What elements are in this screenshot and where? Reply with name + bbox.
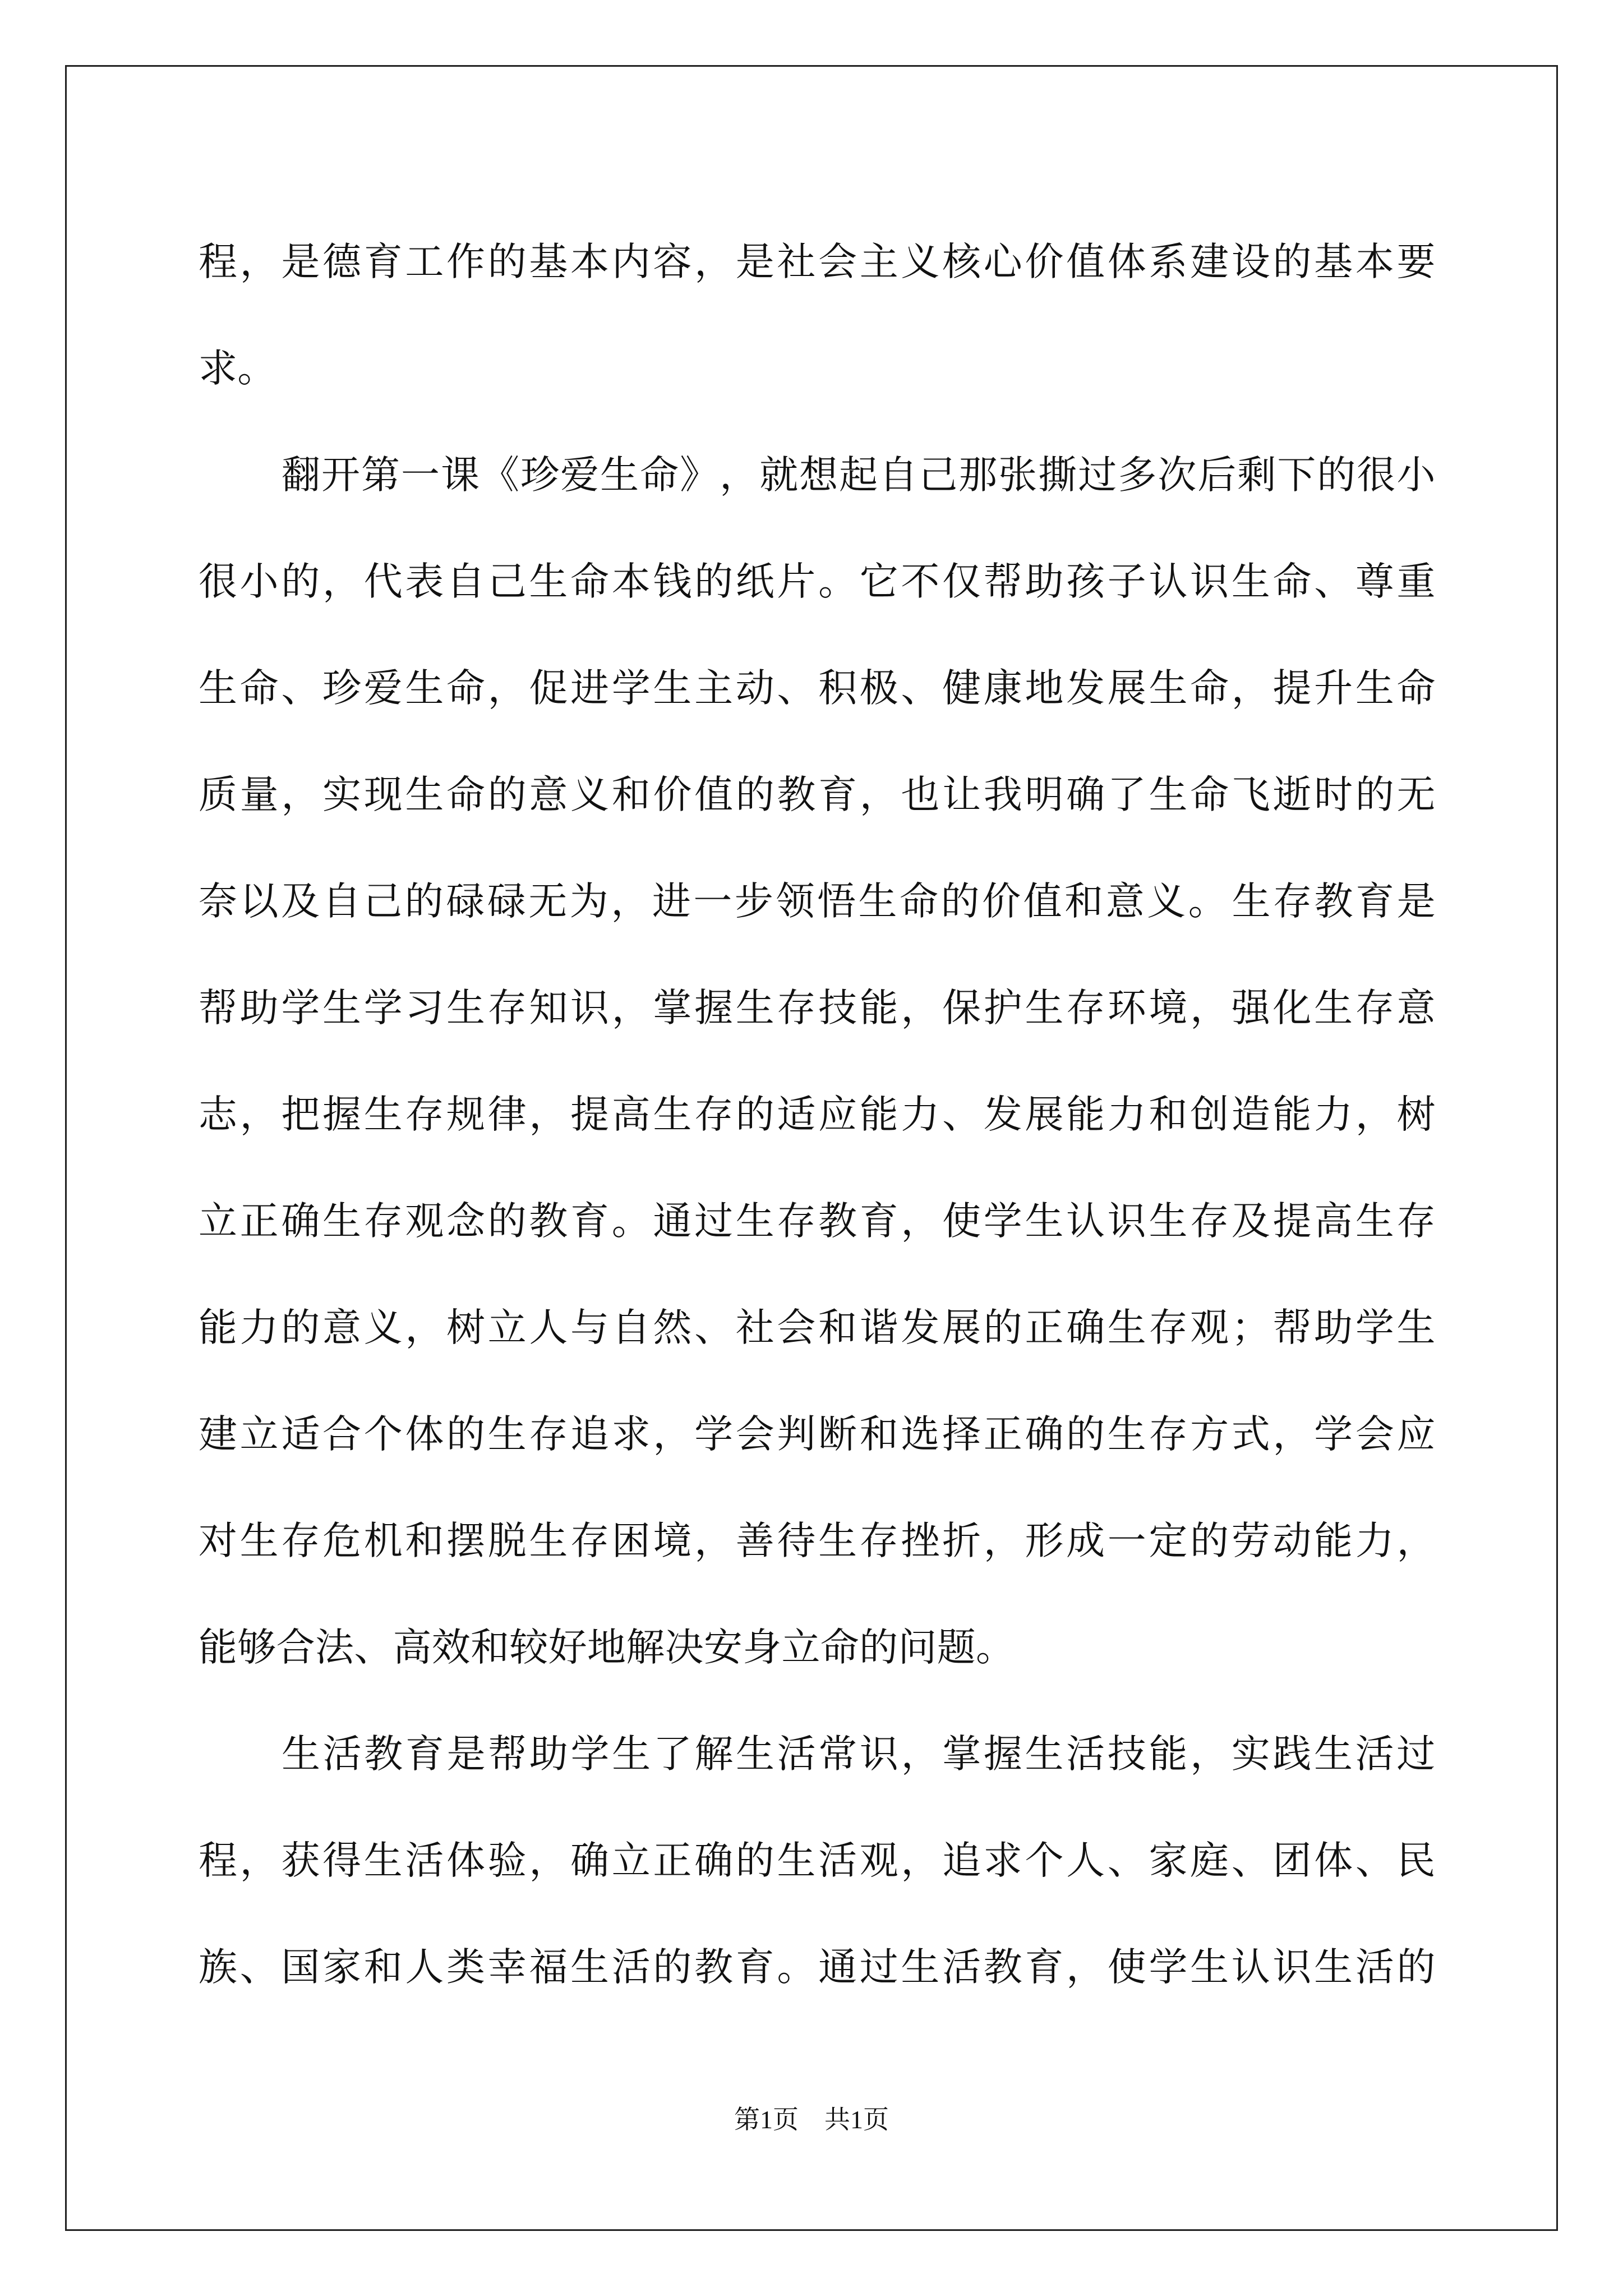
text-line: 族 、 国 家 和 人 类 幸 福 生 活 的 教 育 。 通 过 生 活 教 育 ， 使 学 生 认 识 生 活 的 (199, 1945, 1436, 1990)
text-line: 对 生 存 危 机 和 摆 脱 生 存 困 境 ， 善 待 生 存 挫 折 ， 形 成 一 定 的 劳 动 能 力 ， (199, 1519, 1436, 1563)
page-number-footer: 第1页 共1页 (734, 2105, 889, 2134)
text-line: 程 ， 获 得 生 活 体 验 ， 确 立 正 确 的 生 活 观 ， 追 求 个 人 、 家 庭 、 团 体 、 民 (199, 1838, 1436, 1883)
text-line: 立 正 确 生 存 观 念 的 教 育 。 通 过 生 存 教 育 ， 使 学 生 认 识 生 存 及 提 高 生 存 (199, 1199, 1436, 1244)
text-line: 程 ， 是 德 育 工 作 的 基 本 内 容 ， 是 社 会 主 义 核 心 价 值 体 系 建 设 的 基 本 要 (199, 240, 1436, 284)
text-line: 奈 以 及 自 己 的 碌 碌 无 为 ， 进 一 步 领 悟 生 命 的 价 值 和 意 义 。 生 存 教 育 是 (199, 879, 1436, 924)
text-line: 质 量 ， 实 现 生 命 的 意 义 和 价 值 的 教 育 ， 也 让 我 明 确 了 生 命 飞 逝 时 的 无 (199, 772, 1436, 817)
text-line: 建 立 适 合 个 体 的 生 存 追 求 ， 学 会 判 断 和 选 择 正 确 的 生 存 方 式 ， 学 会 应 (199, 1412, 1436, 1457)
text-line: 很 小 的 ， 代 表 自 己 生 命 本 钱 的 纸 片 。 它 不 仅 帮 助 孩 子 认 识 生 命 、 尊 重 (199, 559, 1436, 604)
text-line: 能 力 的 意 义 ， 树 立 人 与 自 然 、 社 会 和 谐 发 展 的 正 确 生 存 观 ； 帮 助 学 生 (199, 1305, 1436, 1350)
paragraph-first-line: 翻 开 第 一 课 《 珍 爱 生 命 》 ， 就 想 起 自 己 那 张 撕 过 多 次 后 剩 下 的 很 小 (282, 453, 1436, 498)
text-line: 志 ， 把 握 生 存 规 律 ， 提 高 生 存 的 适 应 能 力 、 发 展 能 力 和 创 造 能 力 ， 树 (199, 1092, 1436, 1137)
text-line: 生 命 、 珍 爱 生 命 ， 促 进 学 生 主 动 、 积 极 、 健 康 地 发 展 生 命 ， 提 升 生 命 (199, 666, 1436, 711)
text-line: 能够合法、高效和较好地解决安身立命的问题。 (199, 1625, 1015, 1670)
paragraph-first-line: 生 活 教 育 是 帮 助 学 生 了 解 生 活 常 识 ， 掌 握 生 活 技 能 ， 实 践 生 活 过 (282, 1732, 1436, 1777)
text-line: 帮 助 学 生 学 习 生 存 知 识 ， 掌 握 生 存 技 能 ， 保 护 生 存 环 境 ， 强 化 生 存 意 (199, 986, 1436, 1030)
document-body (199, 209, 1436, 2021)
text-line: 求。 (199, 346, 276, 391)
